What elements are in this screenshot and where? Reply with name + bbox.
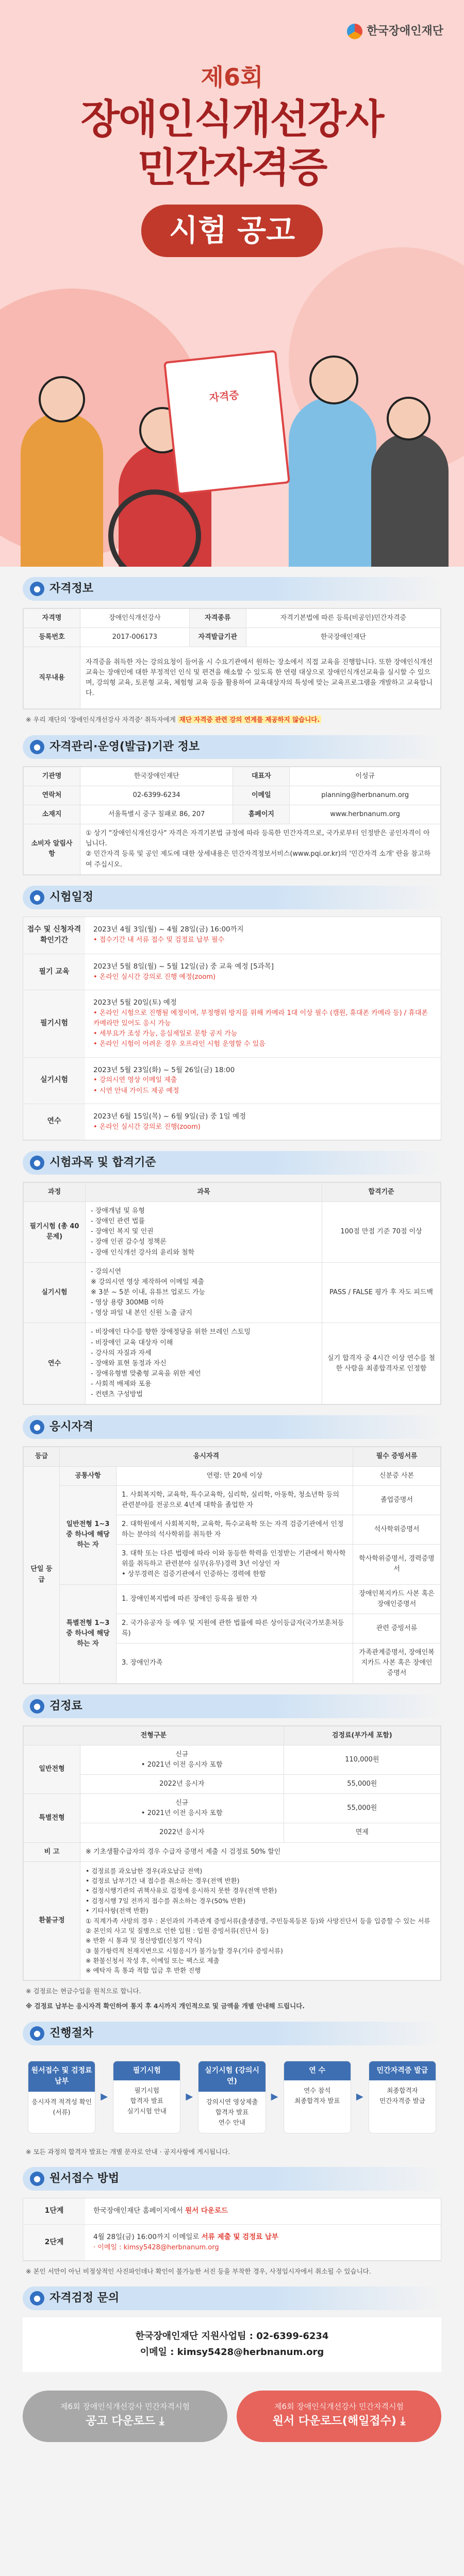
schedule-list	[23, 917, 441, 1141]
process-step-body: 연수 참석 최종합격자 발표	[294, 2087, 340, 2105]
application-step: 2단계 4월 28일(금) 16:00까지 이메일로 서류 제출 및 검정료 납부 · 이메일 : kimsy5428@herbnanum.org	[23, 2225, 441, 2261]
edition-label: 제6회	[201, 63, 263, 91]
arrow-right-icon: ▶	[186, 2091, 193, 2103]
qualification-note: ※ 우리 재단의 '장애인식개선강사 자격증' 취득자에게 재단 자격증 관련 강의 연계를 제공하지 않습니다.	[26, 715, 438, 724]
schedule-value	[85, 917, 441, 954]
fee-row	[24, 1745, 441, 1774]
person-head-icon	[387, 397, 430, 440]
fee-row	[24, 1823, 441, 1842]
process-step	[28, 2061, 95, 2133]
schedule-row	[23, 917, 441, 954]
eligibility-doc: 가족관계증명서, 장애인복지카드 사본 혹은 장애인증명서	[353, 1643, 441, 1683]
eligibility-label: 특별전형 1~3 중 하나에 해당하는 자	[60, 1584, 117, 1683]
schedule-label: 연수	[23, 1104, 85, 1140]
schedule-row	[23, 954, 441, 990]
eligibility-row	[24, 1485, 441, 1515]
notice-download-button[interactable]: 제6회 장애인식개선강사 민간자격시험 공고 다운로드 ⤓	[23, 2391, 227, 2442]
person-head-icon	[309, 355, 358, 404]
process-step	[369, 2061, 436, 2133]
schedule-date: 2023년 4월 3일(월) ~ 4월 28일(금) 16:00까지	[93, 925, 244, 934]
organization-table: 기관명 한국장애인재단 대표자 이성규 연락처 02-6399-6234 이메일 planning@herbnanum.org 소재지 서울특별시 중구 칠패로 86, 207 홈페이지 www.herbnanum.org 소비자 알림사항 ① 상기 "장애인식개선강사" 자격은 자격기본법 규정에 따라 등록한 민간자격으로, 국가로부터 인정받은 공인자격이 아닙니다. ② 민간자격 등록 및 공인 제도에 대한 상세내용은 민간자격정보서비스(www.pqi.or.kr)의 '민간자격 소개' 란을 참고하여 주십시오.	[23, 767, 441, 875]
schedule-value	[85, 954, 441, 990]
schedule-label: 필기시험	[23, 990, 85, 1057]
schedule-note: • 강의시연 영상 이메일 제출 • 시연 안내 가이드 제공 예정	[93, 1076, 179, 1095]
fee-row	[24, 1794, 441, 1823]
process-step-title: 민간자격증 발급	[369, 2061, 436, 2081]
process-step-body: 필기시험 합격자 발표 실기시험 안내	[127, 2087, 167, 2115]
subject-course: 실기시험	[24, 1262, 86, 1323]
hero-title-line2: 민간자격증	[137, 144, 327, 191]
eligibility-text: 3. 장애인가족	[117, 1643, 353, 1683]
eligibility-row	[24, 1466, 441, 1485]
schedule-date: 2023년 5월 23일(화) ~ 5월 26일(금) 18:00	[93, 1065, 235, 1074]
eligibility-doc: 신분증 사본	[353, 1466, 441, 1485]
arrow-right-icon: ▶	[101, 2091, 108, 2103]
eligibility-text: 3. 대학 또는 다른 법령에 따라 이와 동등한 학력을 인정받는 기관에서 학사학위를 취득하고 관련분야 실무(유무)경력 3년 이상인 자 • 상무경력은 검증기관에서 인증하는 경력에 한함	[117, 1545, 353, 1584]
fee-type: 일반전형	[24, 1745, 80, 1793]
fee-sub: 신규 • 2021년 이전 응시자 포함	[80, 1794, 284, 1823]
section-eligibility: ● 응시자격 등급 응시자격 필수 증빙서류 단일 등급 공통사항 연령: 만 20세 이상 신분증 사본 일반전형 1~3 중 하나에 해당하는 자 1. 사회복지학, 교육학, 특수교육학, 심리학, 실리학, 아동학, 청소년학 등의 관련분야를 전공으로 4년제 대학을 졸업한 자 졸업증명서 2. 대학원에서 사회복지학, 교육학, 특수교육학 또는 자격 검증기관에서 인정하는 분야의 석사학위를 취득한 자 석사학위증명서 3. 대학 또는 다른 법령에 따라 이와 동등한 학력을 인정받는 기관에서 학사학위를 취득하고 관련분야 실무(유무)경력 3년 이상인 자 • 상무경력은 검증기관에서 인증하는 경력에 한함 학사학위증명서, 경력증명서 특별전형 1~3 중 하나에 해당하는 자 1. 장애인복지법에 따른 장애인 등록을 필한 자 장애인복지카드 사본 혹은 장애인증명서 2. 국가유공자 등 예우 및 지원에 관한 법률에 따른 상이등급자(국가보훈처등록) 관련 증빙서류 3. 장애인가족 가족관계증명서, 장애인복지카드 사본 혹은 장애인증명서	[23, 1405, 441, 1684]
fee-table: 전형구분 검정료(부가세 포함) 일반전형 신규 • 2021년 이전 응시자 포함 110,000원 2022년 응시자 55,000원 특별전형 신규 • 2021년 이전 응시자 포함 55,000원 2022년 응시자 면제 비 고 ※ 기초생활수급자의 경우 수급자 증명서 제출 시 검정료 50% 할인 환불규정 • 검정료를 과오납한 경우(과오납금 전액) • 검정료 납부기간 내 접수를 취소하는 경우(전액 반환) • 검정시행기관의 귀책사유로 검정에 응시하지 못한 경우(전액 반환) • 검정시행 7일 전까지 접수를 취소하는 경우(50% 반환) • 기타사항(전액 반환) ① 직계가족 사망의 경우 : 본인과의 가족관계 증빙서류(출생증명, 주민등록등본 등)와 사망진단서 등을 입증할 수 있는 서류 ② 본인의 사고 및 질병으로 인한 입원 : 입원 증빙서류(진단서 등) ※ 반환 시 통과 및 정산방법(신청기 약식) ③ 불가항력적 천재지변으로 시험응시가 불가능할 경우(기타 증빙서류) ※ 환불신청서 작성 후, 이메일 또는 팩스로 제출 ※ 예탁자 혹 통과 적합 입금 후 반환 진행	[23, 1726, 441, 1980]
schedule-label: 실기시험	[23, 1058, 85, 1104]
certificate-illustration: 자격증	[163, 350, 290, 495]
person-icon: ●	[30, 1420, 44, 1434]
hero-banner	[0, 0, 464, 567]
section-process: ● 진행절차 원서접수 및 검정료 납부 응시자격 적격성 확인 (서류) ▶ 필기시험 필기시험 합격자 발표 실기시험 안내 ▶ 실기시험 (강의시연) 강의시연 영상제출 합격자 발표 연수 안내 ▶ 연 수 연수 참석 최종합격자 발표 ▶ 민간자격증 발급 최종합격자 민간자격증 발급 ※ 모든 과정의 합격자 발표는 개별 문자로 안내 · 공지사항에 게시됩니다.	[23, 2011, 441, 2157]
schedule-label: 접수 및 신청자격 확인기간	[23, 917, 85, 954]
fee-amount: 55,000원	[284, 1794, 440, 1823]
section-schedule: ● 시험일정 접수 및 신청자격 확인기간 2023년 4월 3일(월) ~ 4월 28일(금) 16:00까지 • 접수기간 내 서류 접수 및 검정료 납부 필수 필기 교육 2023년 5월 8일(월) ~ 5월 12일(금) 중 교육 예정 [5과목] • 온라인 실시간 강의로 진행 예정(zoom) 필기시험 2023년 5월 20일(토) 예정 • 온라인 시험으로 진행될 예정이며, 부정행위 방지를 위해 카메라 1대 이상 필수 (캠원, 휴대폰 카메라 등) / 휴대폰 카메라만 있어도 응시 가능 • 세부요가 조성 가능, 응심제일로 문항 공지 가능 • 온라인 시험이 어려운 경우 오프라인 시험 운영할 수 있음 실기시험 2023년 5월 23일(화) ~ 5월 26일(금) 18:00 • 강의시연 영상 이메일 제출 • 시연 안내 가이드 제공 예정 연수 2023년 6월 15일(목) ~ 6월 9일(금) 중 1일 예정 • 온라인 실시간 강의로 진행(zoom)	[23, 875, 441, 1141]
contact-box: 한국장애인재단 지원사업팀 : 02-6399-6234 이메일 : kimsy5428@herbnanum.org	[23, 2317, 441, 2371]
subjects-table: 과정 과목 합격기준 필기시험 (총 40문제) - 장애개념 및 유형 - 장애인 관련 법률 - 장애인 복지 및 인권 - 장애 인권 감수성 정책론 - 장애 인식개선 강사의 윤리와 철학 100점 만점 기준 70점 이상 실기시험 - 강의시연 ※ 강의시연 영상 제작하여 이메일 제출 ※ 3분 ~ 5분 이내, 유튜브 업로드 가능 - 영상 용량 300MB 이하 - 영상 파일 내 본인 신원 노출 금지 PASS / FALSE 평가 후 자도 피드백 연수 - 비장애인 다수를 향한 장애정당을 위한 브레인 스토밍 - 비장애인 교육 대상자 이해 - 강사의 자질과 자세 - 장애와 표현 동정과 자신 - 장애유형별 맞춤형 교육을 위한 제언 - 사회적 배제와 포용 - 컨텐츠 구성방법 실기 합격자 중 4시간 이상 연수를 철한 사람을 최종합격자로 인정함	[23, 1182, 441, 1405]
schedule-note: • 온라인 실시간 강의로 진행 예정(zoom)	[93, 973, 216, 981]
process-step	[113, 2061, 180, 2133]
book-icon: ●	[30, 1156, 44, 1170]
process-step-body: 최종합격자 민간자격증 발급	[379, 2087, 425, 2105]
subject-pass: 100점 만점 기준 70점 이상	[322, 1201, 441, 1262]
schedule-date: 2023년 5월 20일(토) 예정	[93, 998, 177, 1007]
subject-course: 연수	[24, 1323, 86, 1404]
subject-course: 필기시험 (총 40문제)	[24, 1201, 86, 1262]
process-step-title: 연 수	[284, 2061, 351, 2081]
fee-amount: 110,000원	[284, 1745, 440, 1774]
schedule-value	[85, 990, 441, 1057]
process-step-title: 실기시험 (강의시연)	[198, 2061, 265, 2092]
flow-icon: ●	[30, 2026, 44, 2041]
fee-amount: 면제	[284, 1823, 440, 1842]
section-organization: ● 자격관리·운영(발급)기관 정보 기관명 한국장애인재단 대표자 이성규 연락처 02-6399-6234 이메일 planning@herbnanum.org 소재지 서울특별시 중구 칠패로 86, 207 홈페이지 www.herbnanum.org 소비자 알림사항 ① 상기 "장애인식개선강사" 자격은 자격기본법 규정에 따라 등록한 민간자격으로, 국가로부터 인정받은 공인자격이 아닙니다. ② 민간자격 등록 및 공인 제도에 대한 상세내용은 민간자격정보서비스(www.pqi.or.kr)의 '민간자격 소개' 란을 참고하여 주십시오.	[23, 725, 441, 875]
fee-amount: 55,000원	[284, 1775, 440, 1794]
subject-list: - 강의시연 ※ 강의시연 영상 제작하여 이메일 제출 ※ 3분 ~ 5분 이내, 유튜브 업로드 가능 - 영상 용량 300MB 이하 - 영상 파일 내 본인 신원 노출 금지	[86, 1262, 322, 1323]
eligibility-text: 1. 사회복지학, 교육학, 특수교육학, 심리학, 실리학, 아동학, 청소년학 등의 관련분야를 전공으로 4년제 대학을 졸업한 자	[117, 1485, 353, 1515]
org-email-link[interactable]: planning@herbnanum.org	[290, 786, 441, 805]
foundation-logo: 한국장애인재단	[347, 23, 443, 40]
org-homepage-link[interactable]: www.herbnanum.org	[290, 805, 441, 824]
download-buttons	[23, 2391, 441, 2442]
eligibility-text: 연령: 만 20세 이상	[117, 1466, 353, 1485]
schedule-row	[23, 1104, 441, 1140]
document-icon: ●	[30, 2172, 44, 2186]
schedule-date: 2023년 5월 8일(월) ~ 5월 12일(금) 중 교육 예정 [5과목]	[93, 962, 274, 971]
process-flow	[23, 2053, 441, 2142]
process-step-title: 원서접수 및 검정료 납부	[28, 2061, 95, 2092]
application-step: 1단계 한국장애인재단 홈페이지에서 원서 다운로드	[23, 2198, 441, 2225]
hero-title-line1: 장애인식개선강사	[80, 96, 384, 143]
person-head-icon	[39, 376, 85, 422]
process-step-title: 필기시험	[113, 2061, 180, 2081]
building-icon: ●	[30, 740, 44, 754]
eligibility-row	[24, 1584, 441, 1614]
info-icon: ●	[30, 582, 44, 596]
process-step	[198, 2061, 266, 2133]
schedule-note: • 온라인 시험으로 진행될 예정이며, 부정행위 방지를 위해 카메라 1대 이상 필수 (캠원, 휴대폰 카메라 등) / 휴대폰 카메라만 있어도 응시 가능 • 세부요가 조성 가능, 응심제일로 문항 공지 가능 • 온라인 시험이 어려운 경우 오프라인 시험 운영할 수 있음	[93, 1009, 428, 1048]
fee-sub: 2022년 응시자	[80, 1823, 284, 1842]
fee-sub: 2022년 응시자	[80, 1775, 284, 1794]
eligibility-doc: 졸업증명서	[353, 1485, 441, 1515]
section-subjects: ● 시험과목 및 합격기준 과정 과목 합격기준 필기시험 (총 40문제) - 장애개념 및 유형 - 장애인 관련 법률 - 장애인 복지 및 인권 - 장애 인권 감수성 정책론 - 장애 인식개선 강사의 윤리와 철학 100점 만점 기준 70점 이상 실기시험 - 강의시연 ※ 강의시연 영상 제작하여 이메일 제출 ※ 3분 ~ 5분 이내, 유튜브 업로드 가능 - 영상 용량 300MB 이하 - 영상 파일 내 본인 신원 노출 금지 PASS / FALSE 평가 후 자도 피드백 연수 - 비장애인 다수를 향한 장애정당을 위한 브레인 스토밍 - 비장애인 교육 대상자 이해 - 강사의 자질과 자세 - 장애와 표현 동정과 자신 - 장애유형별 맞춤형 교육을 위한 제언 - 사회적 배제와 포용 - 컨텐츠 구성방법 실기 합격자 중 4시간 이상 연수를 철한 사람을 최종합격자로 인정함	[23, 1141, 441, 1405]
arrow-right-icon: ▶	[271, 2091, 278, 2103]
schedule-note: • 온라인 실시간 강의로 진행(zoom)	[93, 1123, 201, 1131]
eligibility-doc: 석사학위증명서	[353, 1515, 441, 1544]
eligibility-text: 2. 국가유공자 등 예우 및 지원에 관한 법률에 따른 상이등급자(국가보훈처등록)	[117, 1614, 353, 1643]
eligibility-doc: 학사학위증명서, 경력증명서	[353, 1545, 441, 1584]
schedule-value	[85, 1104, 441, 1140]
schedule-label: 필기 교육	[23, 954, 85, 990]
person-illustration	[289, 397, 376, 567]
process-step-body: 응시자격 적격성 확인 (서류)	[31, 2097, 92, 2116]
subject-pass: PASS / FALSE 평가 후 자도 피드백	[322, 1262, 441, 1323]
section-qualification: ● 자격정보 자격명 장애인식개선강사 자격종류 자격기본법에 따른 등록(비공인)민간자격증 등록번호 2017-006173 자격발급기관 한국장애인재단 직무내용 자격증을 취득한 자는 강의요청이 들어올 시 수요기관에서 원하는 장소에서 직접 교육을 진행합니다. 또한 장애인식개선교육는 장애인에 대한 부정적인 인식 및 편견을 해소할 수 있도록 한 연령 대상으로 장애인식개선교육을 실시할 수 있으며, 강의형 교육, 토론형 교육, 체험형 교육 등을 활용하여 교육대상자의 특성에 맞는 교육프로그램을 개발하고 교육합니다. ※ 우리 재단의 '장애인식개선강사 자격증' 취득자에게 재단 자격증 관련 강의 연계를 제공하지 않습니다.	[23, 567, 441, 725]
eligibility-text: 1. 장애인복지법에 따른 장애인 등록을 필한 자	[117, 1584, 353, 1614]
subject-row	[24, 1262, 441, 1323]
section-fee: ● 검정료 전형구분 검정료(부가세 포함) 일반전형 신규 • 2021년 이전 응시자 포함 110,000원 2022년 응시자 55,000원 특별전형 신규 • 2021년 이전 응시자 포함 55,000원 2022년 응시자 면제 비 고 ※ 기초생활수급자의 경우 수급자 증명서 제출 시 검정료 50% 할인 환불규정 • 검정료를 과오납한 경우(과오납금 전액) • 검정료 납부기간 내 접수를 취소하는 경우(전액 반환) • 검정시행기관의 귀책사유로 검정에 응시하지 못한 경우(전액 반환) • 검정시행 7일 전까지 접수를 취소하는 경우(50% 반환) • 기타사항(전액 반환) ① 직계가족 사망의 경우 : 본인과의 가족관계 증빙서류(출생증명, 주민등록등본 등)와 사망진단서 등을 입증할 수 있는 서류 ② 본인의 사고 및 질병으로 인한 입원 : 입원 증빙서류(진단서 등) ※ 반환 시 통과 및 정산방법(신청기 약식) ③ 불가항력적 천재지변으로 시험응시가 불가능할 경우(기타 증빙서류) ※ 환불신청서 작성 후, 이메일 또는 팩스로 제출 ※ 예탁자 혹 통과 적합 입금 후 반환 진행 ※ 검정료는 현금수입을 원칙으로 합니다. ※ 검정료 납부는 응시자격 확인하여 통지 후 4시까지 개인적으로 및 금액을 개별 안내해 드립니다.	[23, 1684, 441, 2011]
schedule-row	[23, 990, 441, 1057]
qualification-table: 자격명 장애인식개선강사 자격종류 자격기본법에 따른 등록(비공인)민간자격증 등록번호 2017-006173 자격발급기관 한국장애인재단 직무내용 자격증을 취득한 자는 강의요청이 들어올 시 수요기관에서 원하는 장소에서 직접 교육을 진행합니다. 또한 장애인식개선교육는 장애인에 대한 부정적인 인식 및 편견을 해소할 수 있도록 한 연령 대상으로 장애인식개선교육을 실시할 수 있으며, 강의형 교육, 토론형 교육, 체험형 교육 등을 활용하여 교육대상자의 특성에 맞는 교육프로그램을 개발하고 교육합니다.	[23, 608, 441, 709]
process-step	[284, 2061, 351, 2133]
eligibility-doc: 장애인복지카드 사본 혹은 장애인증명서	[353, 1584, 441, 1614]
subject-list: - 장애개념 및 유형 - 장애인 관련 법률 - 장애인 복지 및 인권 - 장애 인권 감수성 정책론 - 장애 인식개선 강사의 윤리와 철학	[86, 1201, 322, 1262]
eligibility-label: 일반전형 1~3 중 하나에 해당하는 자	[60, 1485, 117, 1584]
eligibility-table: 등급 응시자격 필수 증빙서류 단일 등급 공통사항 연령: 만 20세 이상 신분증 사본 일반전형 1~3 중 하나에 해당하는 자 1. 사회복지학, 교육학, 특수교육학, 심리학, 실리학, 아동학, 청소년학 등의 관련분야를 전공으로 4년제 대학을 졸업한 자 졸업증명서 2. 대학원에서 사회복지학, 교육학, 특수교육학 또는 자격 검증기관에서 인정하는 분야의 석사학위를 취득한 자 석사학위증명서 3. 대학 또는 다른 법령에 따라 이와 동등한 학력을 인정받는 기관에서 학사학위를 취득하고 관련분야 실무(유무)경력 3년 이상인 자 • 상무경력은 검증기관에서 인증하는 경력에 한함 학사학위증명서, 경력증명서 특별전형 1~3 중 하나에 해당하는 자 1. 장애인복지법에 따른 장애인 등록을 필한 자 장애인복지카드 사본 혹은 장애인증명서 2. 국가유공자 등 예우 및 지원에 관한 법률에 따른 상이등급자(국가보훈처등록) 관련 증빙서류 3. 장애인가족 가족관계증명서, 장애인복지카드 사본 혹은 장애인증명서	[23, 1447, 441, 1683]
subject-row	[24, 1323, 441, 1404]
arrow-right-icon: ▶	[356, 2091, 363, 2103]
schedule-row	[23, 1058, 441, 1104]
person-illustration	[371, 433, 449, 567]
exam-notice-pill: 시험 공고	[141, 205, 323, 257]
fee-row	[24, 1775, 441, 1794]
fee-sub: 신규 • 2021년 이전 응시자 포함	[80, 1745, 284, 1774]
eligibility-grade: 단일 등급	[24, 1466, 60, 1683]
download-icon: ⤓	[159, 2414, 164, 2428]
won-icon: ●	[30, 1699, 44, 1714]
download-icon: ⤓	[400, 2414, 406, 2428]
form-download-button[interactable]: 제6회 장애인식개선강사 민간자격시험 원서 다운로드(해일접수) ⤓	[237, 2391, 441, 2442]
calendar-icon: ●	[30, 890, 44, 905]
process-step-body: 강의시연 영상제출 합격자 발표 연수 안내	[206, 2097, 258, 2126]
eligibility-text: 2. 대학원에서 사회복지학, 교육학, 특수교육학 또는 자격 검증기관에서 인정하는 분야의 석사학위를 취득한 자	[117, 1515, 353, 1544]
subject-list: - 비장애인 다수를 향한 장애정당을 위한 브레인 스토밍 - 비장애인 교육 대상자 이해 - 강사의 자질과 자세 - 장애와 표현 동정과 자신 - 장애유형별 맞춤형 교육을 위한 제언 - 사회적 배제와 포용 - 컨텐츠 구성방법	[86, 1323, 322, 1404]
section-application: ● 원서접수 방법 1단계 한국장애인재단 홈페이지에서 원서 다운로드 2단계 4월 28일(금) 16:00까지 이메일로 서류 제출 및 검정료 납부 · 이메일 : kimsy5428@herbnanum.org ※ 본인 서만이 아닌 비정상적인 사진파인데나 확인이 불가능한 서진 등을 부착한 경우, 사정임시자에서 취소될 수 있습니다.	[23, 2157, 441, 2276]
schedule-value	[85, 1058, 441, 1104]
eligibility-doc: 관련 증빙서류	[353, 1614, 441, 1643]
person-illustration	[21, 412, 103, 567]
eligibility-label: 공통사항	[60, 1466, 117, 1485]
section-inquiry: ● 자격검정 문의 한국장애인재단 지원사업팀 : 02-6399-6234 이메일 : kimsy5428@herbnanum.org	[23, 2276, 441, 2371]
schedule-note: • 접수기간 내 서류 접수 및 검정료 납부 필수	[93, 936, 225, 944]
fee-type: 특별전형	[24, 1794, 80, 1842]
subject-pass: 실기 합격자 중 4시간 이상 연수를 철한 사람을 최종합격자로 인정함	[322, 1323, 441, 1404]
phone-icon: ●	[30, 2291, 44, 2306]
subject-row	[24, 1201, 441, 1262]
schedule-date: 2023년 6월 15일(목) ~ 6월 9일(금) 중 1일 예정	[93, 1112, 246, 1121]
